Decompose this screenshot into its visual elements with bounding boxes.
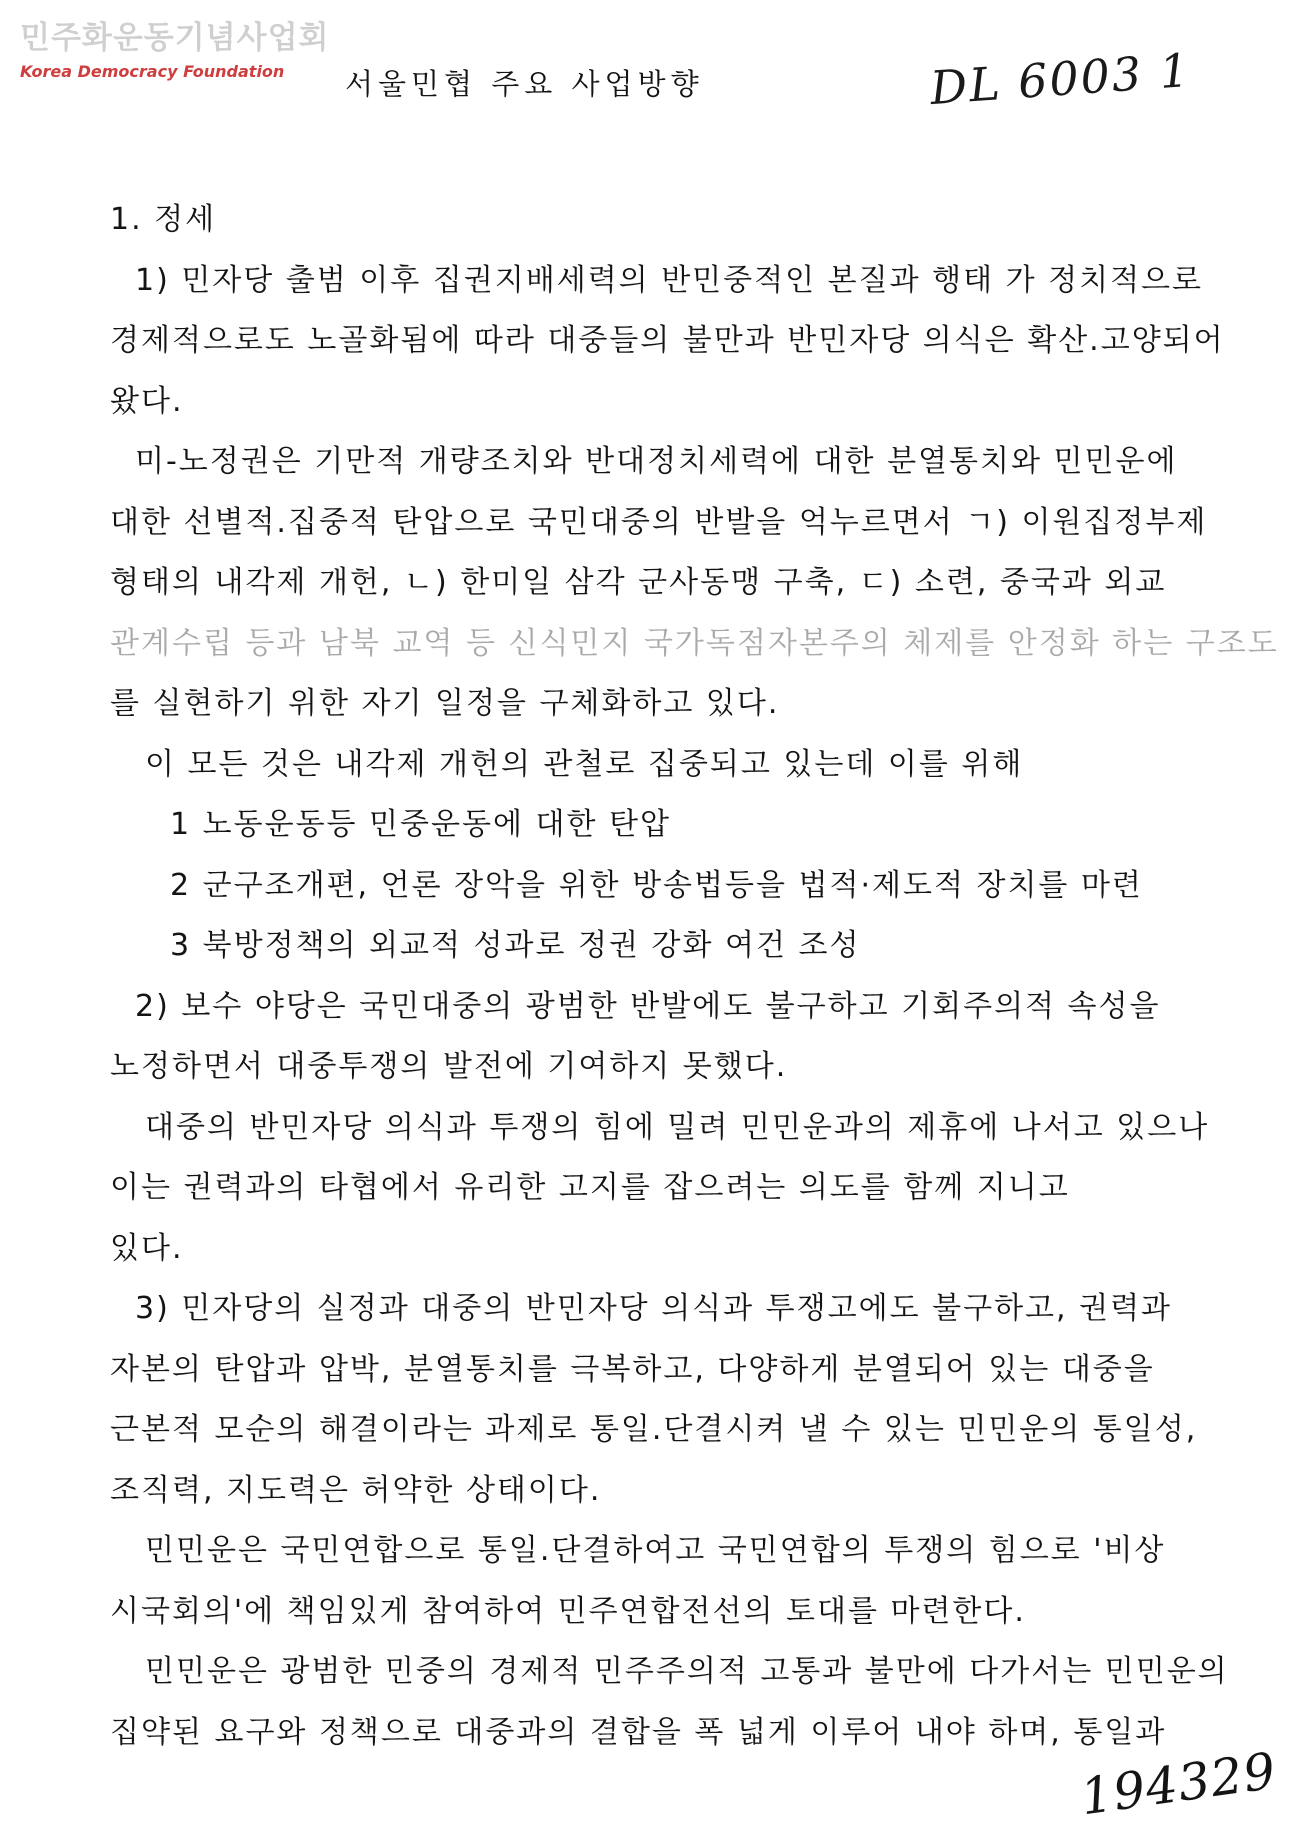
text-line: 형태의 내각제 개헌, ㄴ) 한미일 삼각 군사동맹 구축, ㄷ) 소련, 중국과 외교 — [110, 565, 1167, 600]
text-line: 민민운은 광범한 민중의 경제적 민주주의적 고통과 불만에 다가서는 민민운의 — [145, 1654, 1229, 1689]
document-body — [110, 190, 1280, 1763]
text-line: 조직력, 지도력은 허약한 상태이다. — [110, 1472, 602, 1508]
text-line: 1 노동운동등 민중운동에 대한 탄압 — [170, 807, 671, 842]
text-line: 2 군구조개편, 언론 장악을 위한 방송법등을 법적·제도적 장치를 마련 — [170, 867, 1143, 903]
text-line: 를 실현하기 위한 자기 일정을 구체화하고 있다. — [110, 686, 780, 721]
text-line: 미-노정권은 기만적 개량조치와 반대정치세력에 대한 분열통치와 민민운에 — [135, 444, 1178, 479]
watermark-english: Korea Democracy Foundation — [20, 62, 285, 81]
text-line: 근본적 모순의 해결이라는 과제로 통일.단결시켜 낼 수 있는 민민운의 통일성, — [110, 1412, 1198, 1447]
text-line: 집약된 요구와 정책으로 대중과의 결합을 폭 넓게 이루어 내야 하며, 통일과 — [110, 1714, 1167, 1750]
text-line: 노정하면서 대중투쟁의 발전에 기여하지 못했다. — [110, 1049, 788, 1084]
document-title: 서울민협 주요 사업방향 — [345, 67, 704, 101]
text-line: 민민운은 국민연합으로 통일.단결하여고 국민연합의 투쟁의 힘으로 '비상 — [145, 1533, 1166, 1568]
text-line: 이는 권력과의 타협에서 유리한 고지를 잡으려는 의도를 함께 지니고 — [110, 1170, 1070, 1205]
text-line: 1. 정세 — [110, 202, 217, 237]
text-line: 관계수립 등과 남북 교역 등 신식민지 국가독점자본주의 체제를 안정화 하는 구조도 — [110, 625, 1279, 661]
text-line: 이 모든 것은 내각제 개헌의 관철로 집중되고 있는데 이를 위해 — [145, 746, 1024, 782]
text-line: 대한 선별적.집중적 탄압으로 국민대중의 반발을 억누르면서 ㄱ) 이원집정부제 — [110, 504, 1208, 540]
text-line: 3) 민자당의 실정과 대중의 반민자당 의식과 투쟁고에도 불구하고, 권력과 — [135, 1291, 1173, 1326]
text-line: 시국회의'에 책임있게 참여하여 민주연합전선의 토대를 마련한다. — [110, 1593, 1026, 1629]
text-line: 2) 보수 야당은 국민대중의 광범한 반발에도 불구하고 기회주의적 속성을 — [135, 988, 1161, 1024]
watermark-logo — [20, 20, 329, 82]
text-line: 대중의 반민자당 의식과 투쟁의 힘에 밀려 민민운과의 제휴에 나서고 있으나 — [145, 1109, 1210, 1145]
text-line: 경제적으로도 노골화됨에 따라 대중들의 불만과 반민자당 의식은 확산.고양되어 — [110, 323, 1225, 358]
text-line: 자본의 탄압과 압박, 분열통치를 극복하고, 다양하게 분열되어 있는 대중을 — [110, 1351, 1155, 1387]
handwritten-document-number: DL 6003 1 — [928, 42, 1193, 116]
text-line: 1) 민자당 출범 이후 집권지배세력의 반민중적인 본질과 행태 가 정치적으로 — [135, 262, 1204, 298]
watermark-korean: 민주화운동기념사업회 — [20, 20, 330, 56]
text-line: 있다. — [110, 1230, 184, 1266]
text-line: 3 북방정책의 외교적 성과로 정권 강화 여건 조성 — [170, 928, 861, 963]
handwritten-page-number: 194329 — [1076, 1741, 1280, 1827]
text-line: 왔다. — [110, 383, 184, 419]
